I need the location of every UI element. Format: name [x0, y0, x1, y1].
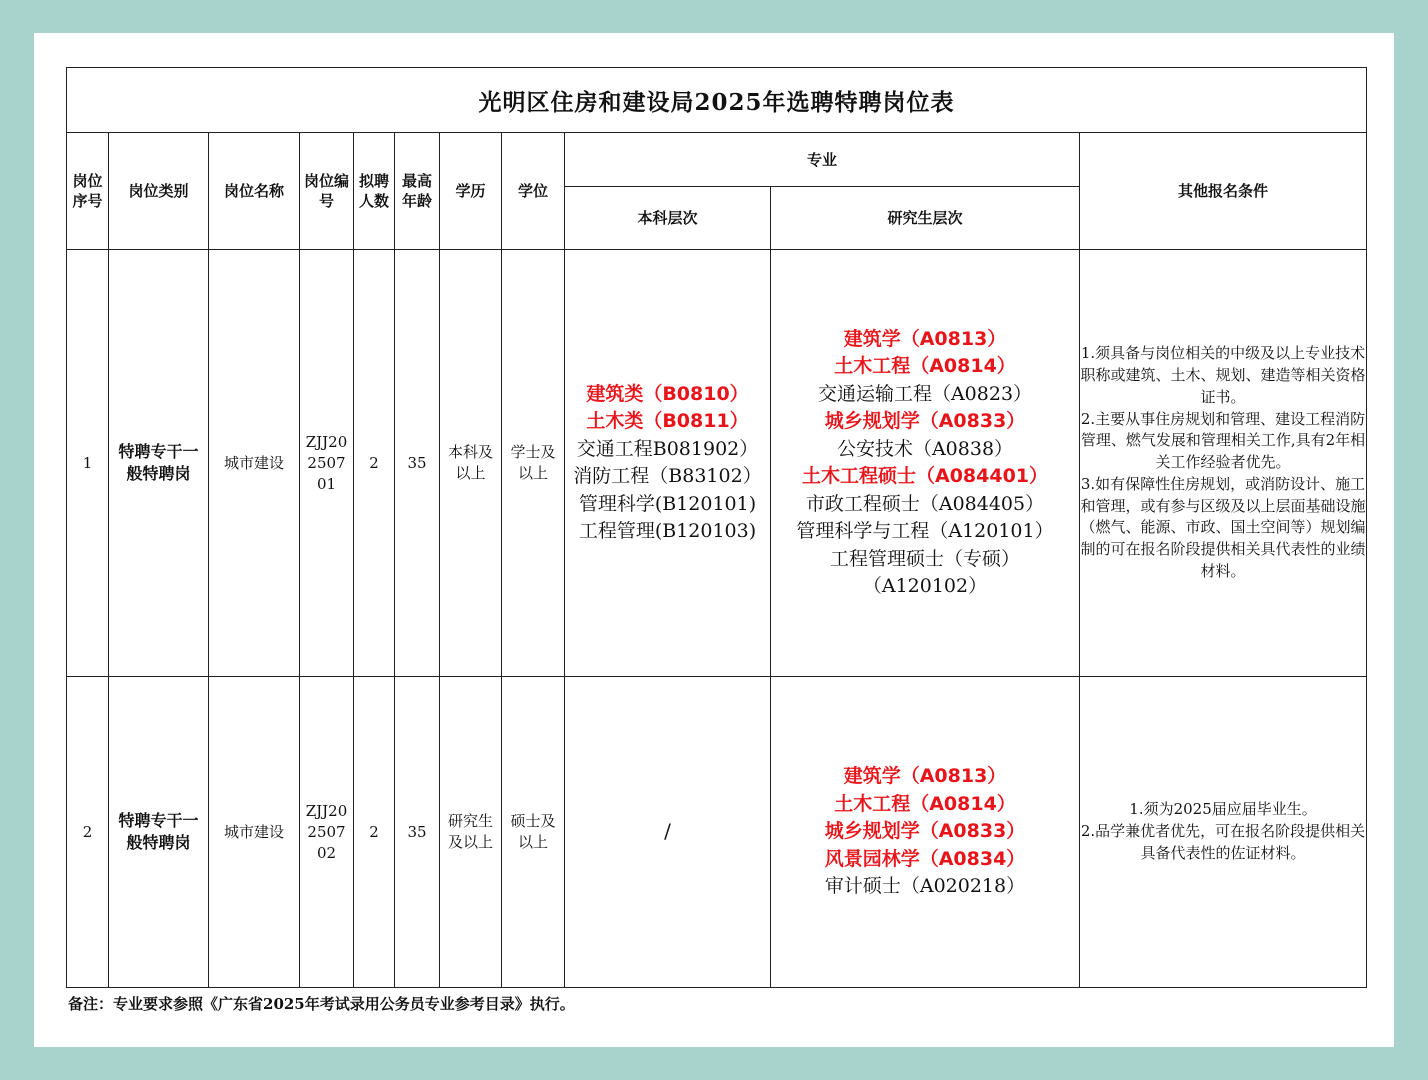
row-seq: 2 — [67, 677, 109, 988]
condition-item: 1.须具备与岗位相关的中级及以上专业技术职称或建筑、土木、规划、建造等相关资格证书。 — [1080, 344, 1366, 406]
major-item: 建筑学（A0813） — [843, 327, 1007, 350]
header-degree: 学位 — [502, 133, 565, 250]
row-conditions — [1080, 677, 1367, 988]
condition-item: 3.如有保障性住房规划，或消防设计、施工和管理，或有参与区级及以上层面基础设施（燃气、能源、市政、国土空间等）规划编制的可在报名阶段提供相关具代表性的业绩材料。 — [1080, 474, 1366, 581]
major-item: 土木类（B0811） — [586, 410, 749, 432]
major-item: 土木工程（A0814） — [834, 792, 1016, 815]
header-other: 其他报名条件 — [1080, 133, 1367, 250]
header-age: 最高年龄 — [395, 133, 440, 250]
major-item: 工程管理(B120103) — [578, 520, 757, 542]
row-name: 城市建设 — [209, 250, 300, 677]
row-category: 特聘专干一般特聘岗 — [109, 677, 209, 988]
major-item: 管理科学(B120101) — [578, 492, 757, 515]
major-item: 公安技术（A0838） — [836, 437, 1014, 460]
header-major: 专业 — [565, 133, 1080, 187]
position-table — [66, 67, 1367, 988]
header-count: 拟聘人数 — [354, 133, 395, 250]
header-name: 岗位名称 — [209, 133, 300, 250]
major-item: 建筑学（A0813） — [843, 765, 1007, 788]
row-age: 35 — [395, 677, 440, 988]
header-category: 岗位类别 — [109, 133, 209, 250]
condition-item: 2.品学兼优者优先，可在报名阶段提供相关具备代表性的佐证材料。 — [1080, 822, 1366, 862]
major-item: 消防工程（B83102） — [573, 465, 762, 487]
major-item: 交通运输工程（A0823） — [817, 382, 1033, 405]
table-title: 光明区住房和建设局2025年选聘特聘岗位表 — [67, 68, 1367, 133]
table-row — [67, 250, 1367, 677]
row-seq: 1 — [67, 250, 109, 677]
row-name: 城市建设 — [209, 677, 300, 988]
document-sheet — [34, 33, 1394, 1047]
row-count: 2 — [354, 677, 395, 988]
row-count: 2 — [354, 250, 395, 677]
row-degree: 硕士及以上 — [502, 677, 565, 988]
row-conditions — [1080, 250, 1367, 677]
major-item: 交通工程B081902） — [576, 437, 759, 460]
bachelor-majors — [565, 250, 771, 677]
condition-item: 1.须为2025届应届毕业生。 — [1129, 800, 1317, 819]
major-item: 土木工程硕士（A084401） — [801, 465, 1049, 487]
row-code: ZJJ202507 02 — [300, 677, 354, 988]
header-education: 学历 — [440, 133, 502, 250]
row-age: 35 — [395, 250, 440, 677]
header-code: 岗位编号 — [300, 133, 354, 250]
major-item: 土木工程（A0814） — [834, 355, 1016, 377]
major-item: 市政工程硕士（A084405） — [805, 492, 1045, 515]
table-row — [67, 677, 1367, 988]
bachelor-majors: / — [565, 677, 771, 988]
condition-item: 2.主要从事住房规划和管理、建设工程消防管理、燃气发展和管理相关工作,具有2年相关工作经验者优先。 — [1080, 409, 1366, 472]
row-education: 研究生及以上 — [440, 677, 502, 988]
major-item: 城乡规划学（A0833） — [824, 410, 1026, 432]
footnote: 备注：专业要求参照《广东省2025年考试录用公务员专业参考目录》执行。 — [68, 995, 575, 1013]
major-item: 工程管理硕士（专硕） — [829, 547, 1020, 570]
header-major-bachelor: 本科层次 — [565, 187, 771, 250]
graduate-majors — [771, 250, 1080, 677]
header-seq: 岗位序号 — [67, 133, 109, 250]
major-item: 城乡规划学（A0833） — [824, 820, 1026, 843]
header-major-graduate: 研究生层次 — [771, 187, 1080, 250]
row-code: ZJJ202507 01 — [300, 250, 354, 677]
row-category: 特聘专干一般特聘岗 — [109, 250, 209, 677]
major-item: 建筑类（B0810） — [586, 382, 749, 405]
row-degree: 学士及以上 — [502, 250, 565, 677]
graduate-majors — [771, 677, 1080, 988]
row-education: 本科及以上 — [440, 250, 502, 677]
major-item: 审计硕士（A020218） — [824, 875, 1026, 898]
major-item: （A120102） — [862, 575, 988, 597]
major-item: 风景园林学（A0834） — [824, 847, 1026, 870]
major-item: 管理科学与工程（A120101） — [796, 520, 1054, 542]
